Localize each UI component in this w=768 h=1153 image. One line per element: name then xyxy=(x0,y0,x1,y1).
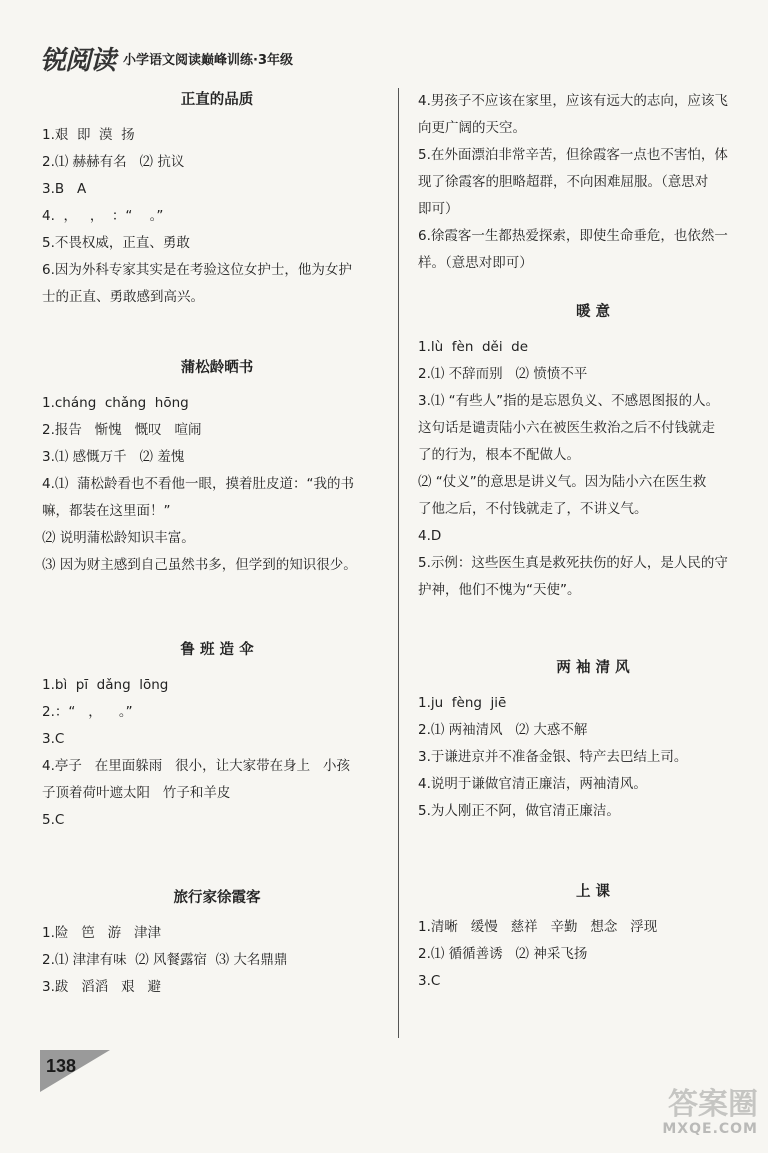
answer-line: 5.在外面漂泊非常辛苦，但徐霞客一点也不害怕，体 xyxy=(418,147,728,163)
answer-section xyxy=(418,300,768,604)
answer-line: 即可） xyxy=(418,201,459,217)
answer-line: 3.跋 滔滔 艰 避 xyxy=(42,979,162,995)
answer-section xyxy=(42,356,392,579)
answer-line: 2.⑴ 两袖清风 ⑵ 大惑不解 xyxy=(418,722,588,738)
answer-line: 2.⑴ 津津有味 ⑵ 风餐露宿 ⑶ 大名鼎鼎 xyxy=(42,952,288,968)
answer-line: 了的行为，根本不配做人。 xyxy=(418,447,580,463)
answer-line: 子顶着荷叶遮太阳 竹子和羊皮 xyxy=(42,785,231,801)
answer-line: 6.徐霞客一生都热爱探索，即使生命垂危，也依然一 xyxy=(418,228,728,244)
answer-section xyxy=(42,638,392,834)
answer-line: 士的正直、勇敢感到高兴。 xyxy=(42,289,204,305)
answer-line: 1.bì pī dǎng lōng xyxy=(42,677,169,693)
answer-line: ⑵ 说明蒲松龄知识丰富。 xyxy=(42,530,195,546)
section-title: 旅行家徐霞客 xyxy=(173,890,261,906)
answer-line: 3.⑴ “有些人”指的是忘恩负义、不感恩图报的人。 xyxy=(418,393,720,409)
book-header xyxy=(40,40,440,76)
answer-line: 向更广阔的天空。 xyxy=(418,120,526,136)
answer-line: 6.因为外科专家其实是在考验这位女护士，他为女护 xyxy=(42,262,352,278)
answer-line: 4. ， ， ：“ 。” xyxy=(42,208,164,224)
answer-line: 4.亭子 在里面躲雨 很小，让大家带在身上 小孩 xyxy=(42,758,351,774)
answer-section xyxy=(418,88,768,277)
answer-line: 1.ju fèng jiē xyxy=(418,695,507,711)
answer-line: 1.艰 即 漠 扬 xyxy=(42,127,135,143)
answer-line: 4.D xyxy=(418,528,442,544)
answer-line: 3.B A xyxy=(42,181,87,197)
answer-line: 3.C xyxy=(42,731,65,747)
watermark-logo: 答案圈 xyxy=(668,1087,758,1122)
answer-line: ⑵ “仗义”的意思是讲义气。因为陆小六在医生救 xyxy=(418,474,707,490)
section-title: 正直的品质 xyxy=(180,92,254,108)
answer-line: 1.险 笆 游 津津 xyxy=(42,925,162,941)
page-number: 138 xyxy=(46,1056,77,1076)
answer-line: 4.说明于谦做官清正廉洁，两袖清风。 xyxy=(418,776,647,792)
answer-section xyxy=(418,880,768,995)
answer-line: 1.lù fèn děi de xyxy=(418,339,529,355)
section-title: 上 课 xyxy=(575,884,611,900)
section-title: 蒲松龄晒书 xyxy=(180,360,254,376)
answer-line: 1.cháng chǎng hōng xyxy=(42,395,189,411)
answer-section xyxy=(42,88,392,311)
answer-line: ⑶ 因为财主感到自己虽然书多，但学到的知识很少。 xyxy=(42,557,357,573)
answer-line: 了他之后，不付钱就走了，不讲义气。 xyxy=(418,501,648,517)
answer-line: 5.示例：这些医生真是救死扶伤的好人，是人民的守 xyxy=(418,555,728,571)
section-title: 鲁 班 造 伞 xyxy=(180,642,254,658)
book-title: 小学语文阅读巅峰训练·3年级 xyxy=(123,52,293,68)
answer-line: 1.清晰 缓慢 慈祥 辛勤 想念 浮现 xyxy=(418,919,658,935)
answer-line: 5.C xyxy=(42,812,65,828)
answer-line: 5.为人刚正不阿，做官清正廉洁。 xyxy=(418,803,620,819)
answer-section xyxy=(42,886,392,1001)
answer-line: 2.：“ ， 。” xyxy=(42,704,133,720)
answer-line: 护神，他们不愧为“天使”。 xyxy=(418,582,581,598)
answer-line: 3.C xyxy=(418,973,441,989)
watermark-url: MXQE.COM xyxy=(662,1121,758,1137)
column-divider xyxy=(398,88,399,1038)
site-watermark xyxy=(618,1089,758,1145)
series-logo: 锐阅读 xyxy=(40,45,116,76)
answer-line: 3.于谦进京并不准备金银、特产去巴结上司。 xyxy=(418,749,688,765)
answer-line: 嘛，都装在这里面！” xyxy=(42,503,171,519)
page-number-badge xyxy=(40,1050,130,1092)
section-title: 两 袖 清 风 xyxy=(556,660,630,676)
answer-line: 2.⑴ 循循善诱 ⑵ 神采飞扬 xyxy=(418,946,588,962)
answer-line: 样。（意思对即可） xyxy=(418,255,533,271)
answer-line: 4.男孩子不应该在家里，应该有远大的志向，应该飞 xyxy=(418,93,728,109)
answer-line: 2.⑴ 赫赫有名 ⑵ 抗议 xyxy=(42,154,185,170)
answer-section xyxy=(418,656,768,825)
answer-line: 这句话是谴责陆小六在被医生救治之后不付钱就走 xyxy=(418,420,715,436)
answer-line: 3.⑴ 感慨万千 ⑵ 羞愧 xyxy=(42,449,185,465)
answer-line: 4.⑴ 蒲松龄看也不看他一眼，摸着肚皮道：“我的书 xyxy=(42,476,354,492)
answer-line: 2.报告 惭愧 慨叹 喧闹 xyxy=(42,422,202,438)
answer-line: 现了徐霞客的胆略超群，不向困难屈服。（意思对 xyxy=(418,174,709,190)
answer-line: 2.⑴ 不辞而别 ⑵ 愤愤不平 xyxy=(418,366,588,382)
section-title: 暖 意 xyxy=(575,304,611,320)
answer-line: 5.不畏权威，正直、勇敢 xyxy=(42,235,190,251)
